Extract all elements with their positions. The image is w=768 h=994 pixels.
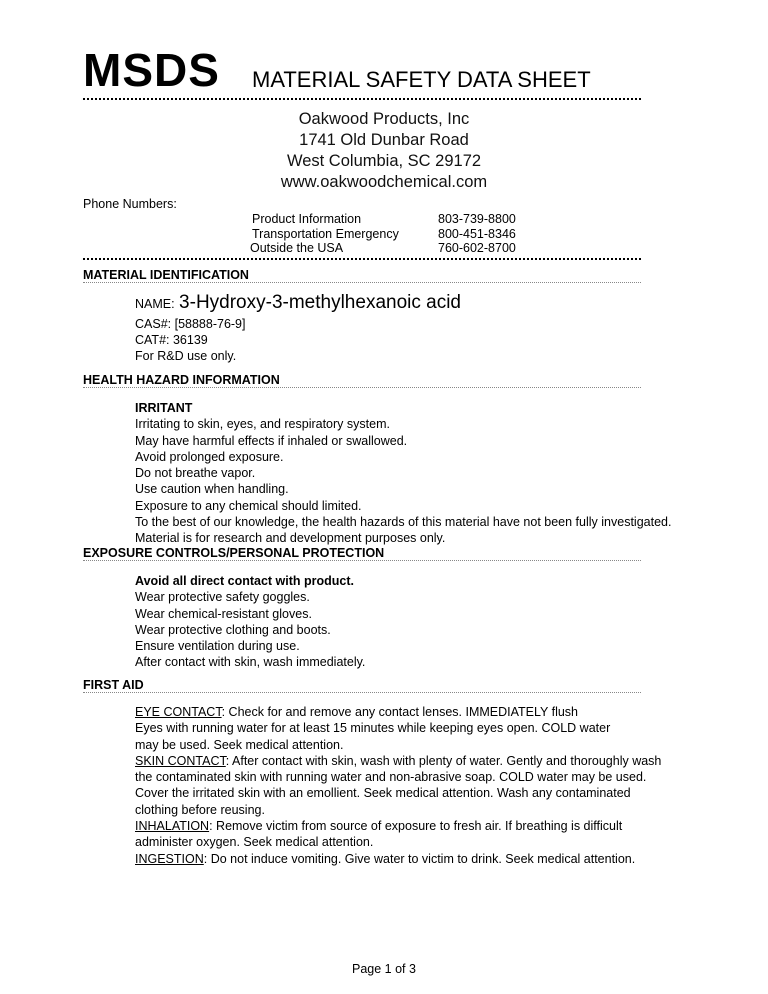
cas-number: CAS#: [58888-76-9] — [135, 317, 246, 331]
section-rule — [83, 387, 641, 388]
ingestion-text: : Do not induce vomiting. Give water to victim to drink. Seek medical attention. — [203, 851, 636, 866]
hazard-line: Exposure to any chemical should limited. — [135, 498, 362, 513]
phone-number-product-info: 803-739-8800 — [438, 212, 516, 226]
name-label: NAME: — [135, 297, 175, 311]
exposure-line: Wear protective clothing and boots. — [135, 622, 331, 637]
exposure-title: Avoid all direct contact with product. — [135, 574, 355, 588]
exposure-line: Wear protective safety goggles. — [135, 590, 310, 605]
hazard-line: May have harmful effects if inhaled or swallowed. — [135, 433, 408, 448]
section-heading-first-aid: FIRST AID — [83, 678, 144, 692]
phone-number-transport-emergency: 800-451-8346 — [438, 227, 516, 241]
material-name: 3-Hydroxy-3-methylhexanoic acid — [179, 292, 461, 313]
phone-label-product-info: Product Information — [252, 212, 362, 226]
header-divider — [83, 98, 641, 100]
exposure-line: Wear chemical-resistant gloves. — [135, 606, 312, 621]
eye-contact-text: may be used. Seek medical attention. — [135, 737, 344, 752]
msds-logo: MSDS — [83, 44, 220, 96]
phone-numbers-label: Phone Numbers: — [83, 197, 177, 211]
eye-contact-label: EYE CONTACT — [135, 705, 222, 719]
inhalation-text: administer oxygen. Seek medical attention. — [135, 835, 374, 850]
section-rule — [83, 560, 641, 561]
hazard-line: Avoid prolonged exposure. — [135, 449, 284, 464]
first-aid-block — [135, 704, 661, 867]
hazard-class: IRRITANT — [135, 401, 193, 415]
hazard-line: To the best of our knowledge, the health hazards of this material have not been fully investigated. — [135, 515, 672, 530]
company-name: Oakwood Products, Inc — [298, 110, 470, 128]
section-rule — [83, 282, 641, 283]
exposure-line: Ensure ventilation during use. — [135, 639, 300, 654]
material-name-row — [135, 292, 461, 314]
page-number: Page 1 of 3 — [352, 962, 416, 976]
health-hazard-block — [135, 400, 671, 547]
company-address-line1: 1741 Old Dunbar Road — [299, 131, 469, 149]
phone-label-transport-emergency: Transportation Emergency — [252, 227, 399, 241]
skin-contact-label: SKIN CONTACT — [135, 753, 226, 768]
phone-number-outside-usa: 760-602-8700 — [438, 241, 516, 255]
exposure-line: After contact with skin, wash immediately. — [135, 655, 366, 670]
phones-divider — [83, 258, 641, 260]
exposure-block — [135, 573, 365, 671]
hazard-line: Material is for research and development purposes only. — [135, 531, 446, 546]
skin-contact-text: the contaminated skin with running water and non-abrasive soap. COLD water may be used. — [135, 770, 647, 785]
hazard-line: Do not breathe vapor. — [135, 466, 256, 481]
eye-contact-text: : Check for and remove any contact lenses. IMMEDIATELY flush — [221, 705, 578, 719]
skin-contact-text: Cover the irritated skin with an emollient. Seek medical attention. Wash any contaminated — [135, 786, 631, 801]
hazard-line: Use caution when handling. — [135, 482, 289, 497]
section-rule — [83, 692, 641, 693]
ingestion-label: INGESTION — [135, 851, 204, 866]
skin-contact-text: clothing before reusing. — [135, 802, 265, 817]
hazard-line: Irritating to skin, eyes, and respiratory system. — [135, 417, 390, 432]
inhalation-label: INHALATION — [135, 819, 210, 834]
section-heading-material-identification: MATERIAL IDENTIFICATION — [83, 268, 249, 282]
document-title: MATERIAL SAFETY DATA SHEET — [252, 67, 591, 92]
section-heading-exposure-controls: EXPOSURE CONTROLS/PERSONAL PROTECTION — [83, 546, 385, 560]
company-website: www.oakwoodchemical.com — [280, 173, 488, 191]
catalog-number: CAT#: 36139 — [135, 333, 208, 347]
usage-note: For R&D use only. — [135, 349, 237, 363]
company-address-line2: West Columbia, SC 29172 — [286, 152, 482, 170]
eye-contact-text: Eyes with running water for at least 15 minutes while keeping eyes open. COLD water — [135, 721, 611, 736]
section-heading-health-hazard: HEALTH HAZARD INFORMATION — [83, 373, 280, 387]
phone-label-outside-usa: Outside the USA — [250, 241, 344, 255]
skin-contact-text: : After contact with skin, wash with plenty of water. Gently and thoroughly wash — [225, 753, 662, 768]
inhalation-text: : Remove victim from source of exposure to fresh air. If breathing is difficult — [209, 819, 623, 834]
